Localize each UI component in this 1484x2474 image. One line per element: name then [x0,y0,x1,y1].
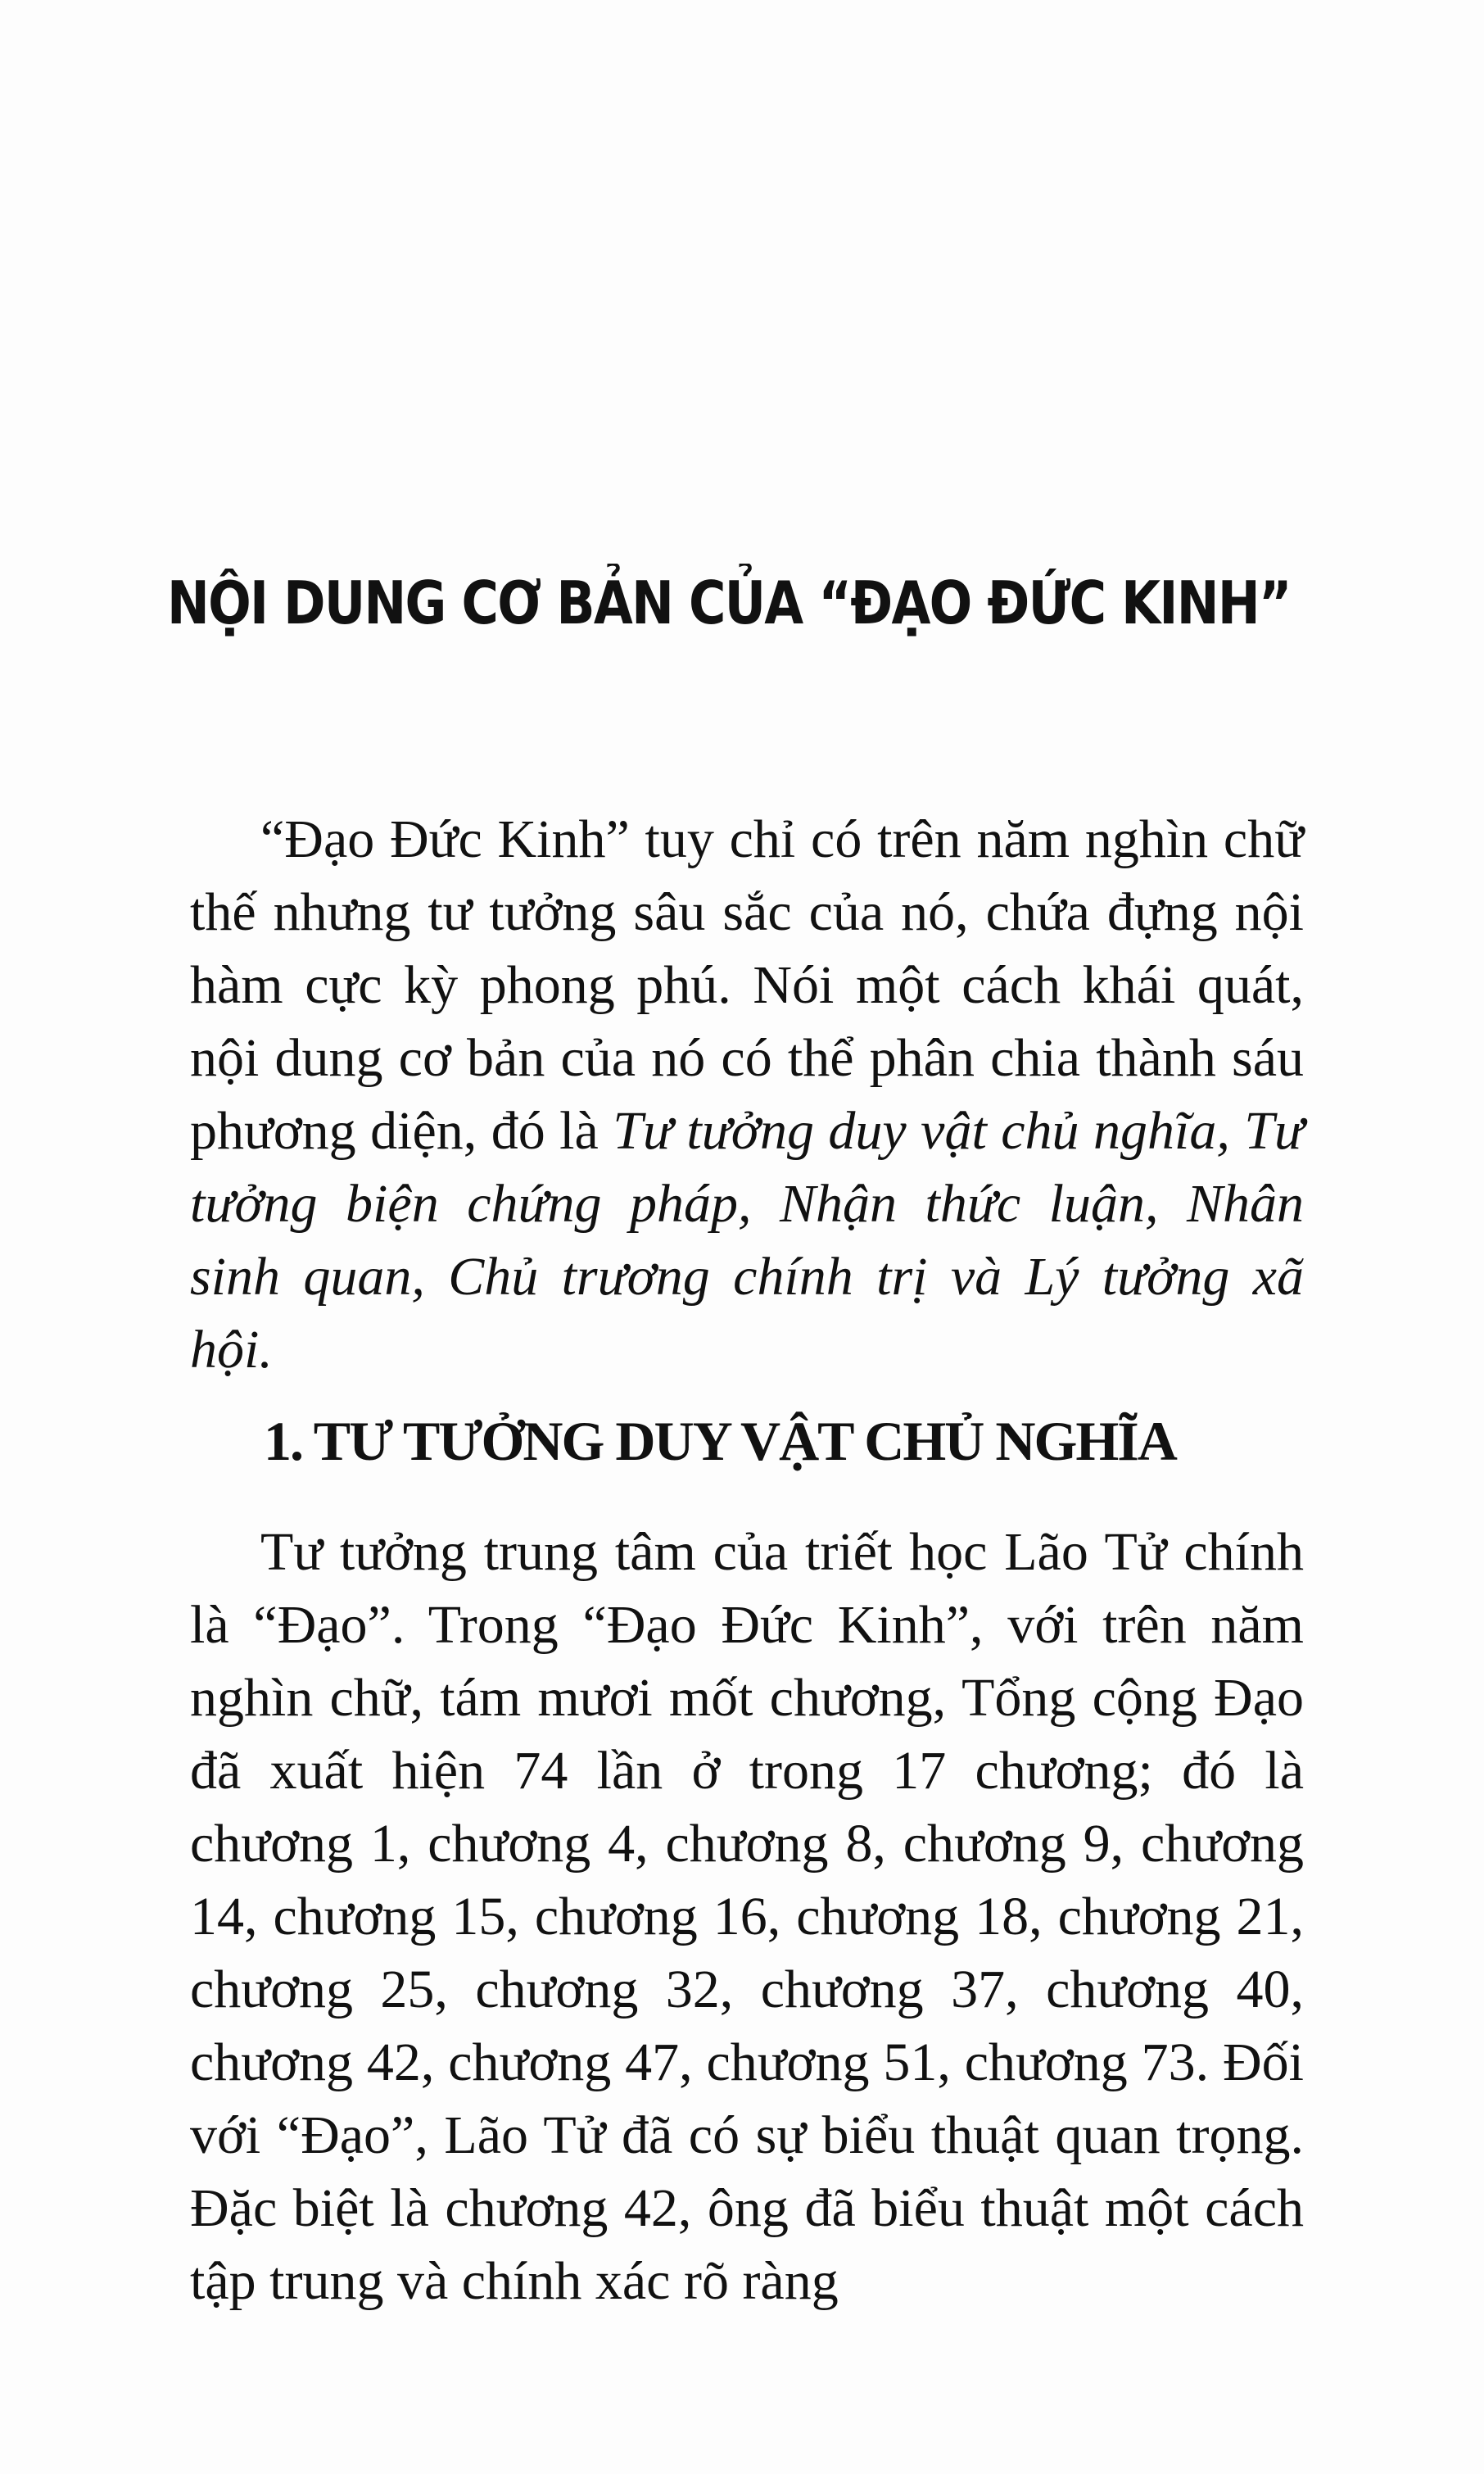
intro-aspects-italic: Tư tưởng duy vật chủ nghĩa, Tư tưởng biện chứng pháp, Nhận thức luận, Nhân sinh quan, Chủ trương chính trị và Lý tưởng xã hội. [190,1101,1304,1380]
intro-paragraph [190,803,1304,1386]
section-heading: 1. TƯ TƯỞNG DUY VẬT CHỦ NGHĨA [264,1410,1176,1472]
section-paragraph [190,1516,1304,2318]
section-paragraph-text: Tư tưởng trung tâm của triết học Lão Tử chính là “Đạo”. Trong “Đạo Đức Kinh”, với trên năm nghìn chữ, tám mươi mốt chương, Tổng cộng Đạo đã xuất hiện 74 lần ở trong 17 chương; đó là chương 1, chương 4, chương 8, chương 9, chương 14, chương 15, chương 16, chương 18, chương 21, chương 25, chương 32, chương 37, chương 40, chương 42, chương 47, chương 51, chương 73. Đối với “Đạo”, Lão Tử đã có sự biểu thuật quan trọng. Đặc biệt là chương 42, ông đã biểu thuật một cách tập trung và chính xác rõ ràng [190,1522,1304,2311]
intro-text: “Đạo Đức Kinh” tuy chỉ có trên năm nghìn chữ thế nhưng tư tưởng sâu sắc của nó, chứa đựng nội hàm cực kỳ phong phú. Nói một cách khái quát, nội dung cơ bản của nó có thể phân chia thành sáu phương diện, đó là [190,809,1304,1161]
chapter-title: NỘI DUNG CƠ BẢN CỦA “ĐẠO ĐỨC KINH” [167,569,1291,637]
